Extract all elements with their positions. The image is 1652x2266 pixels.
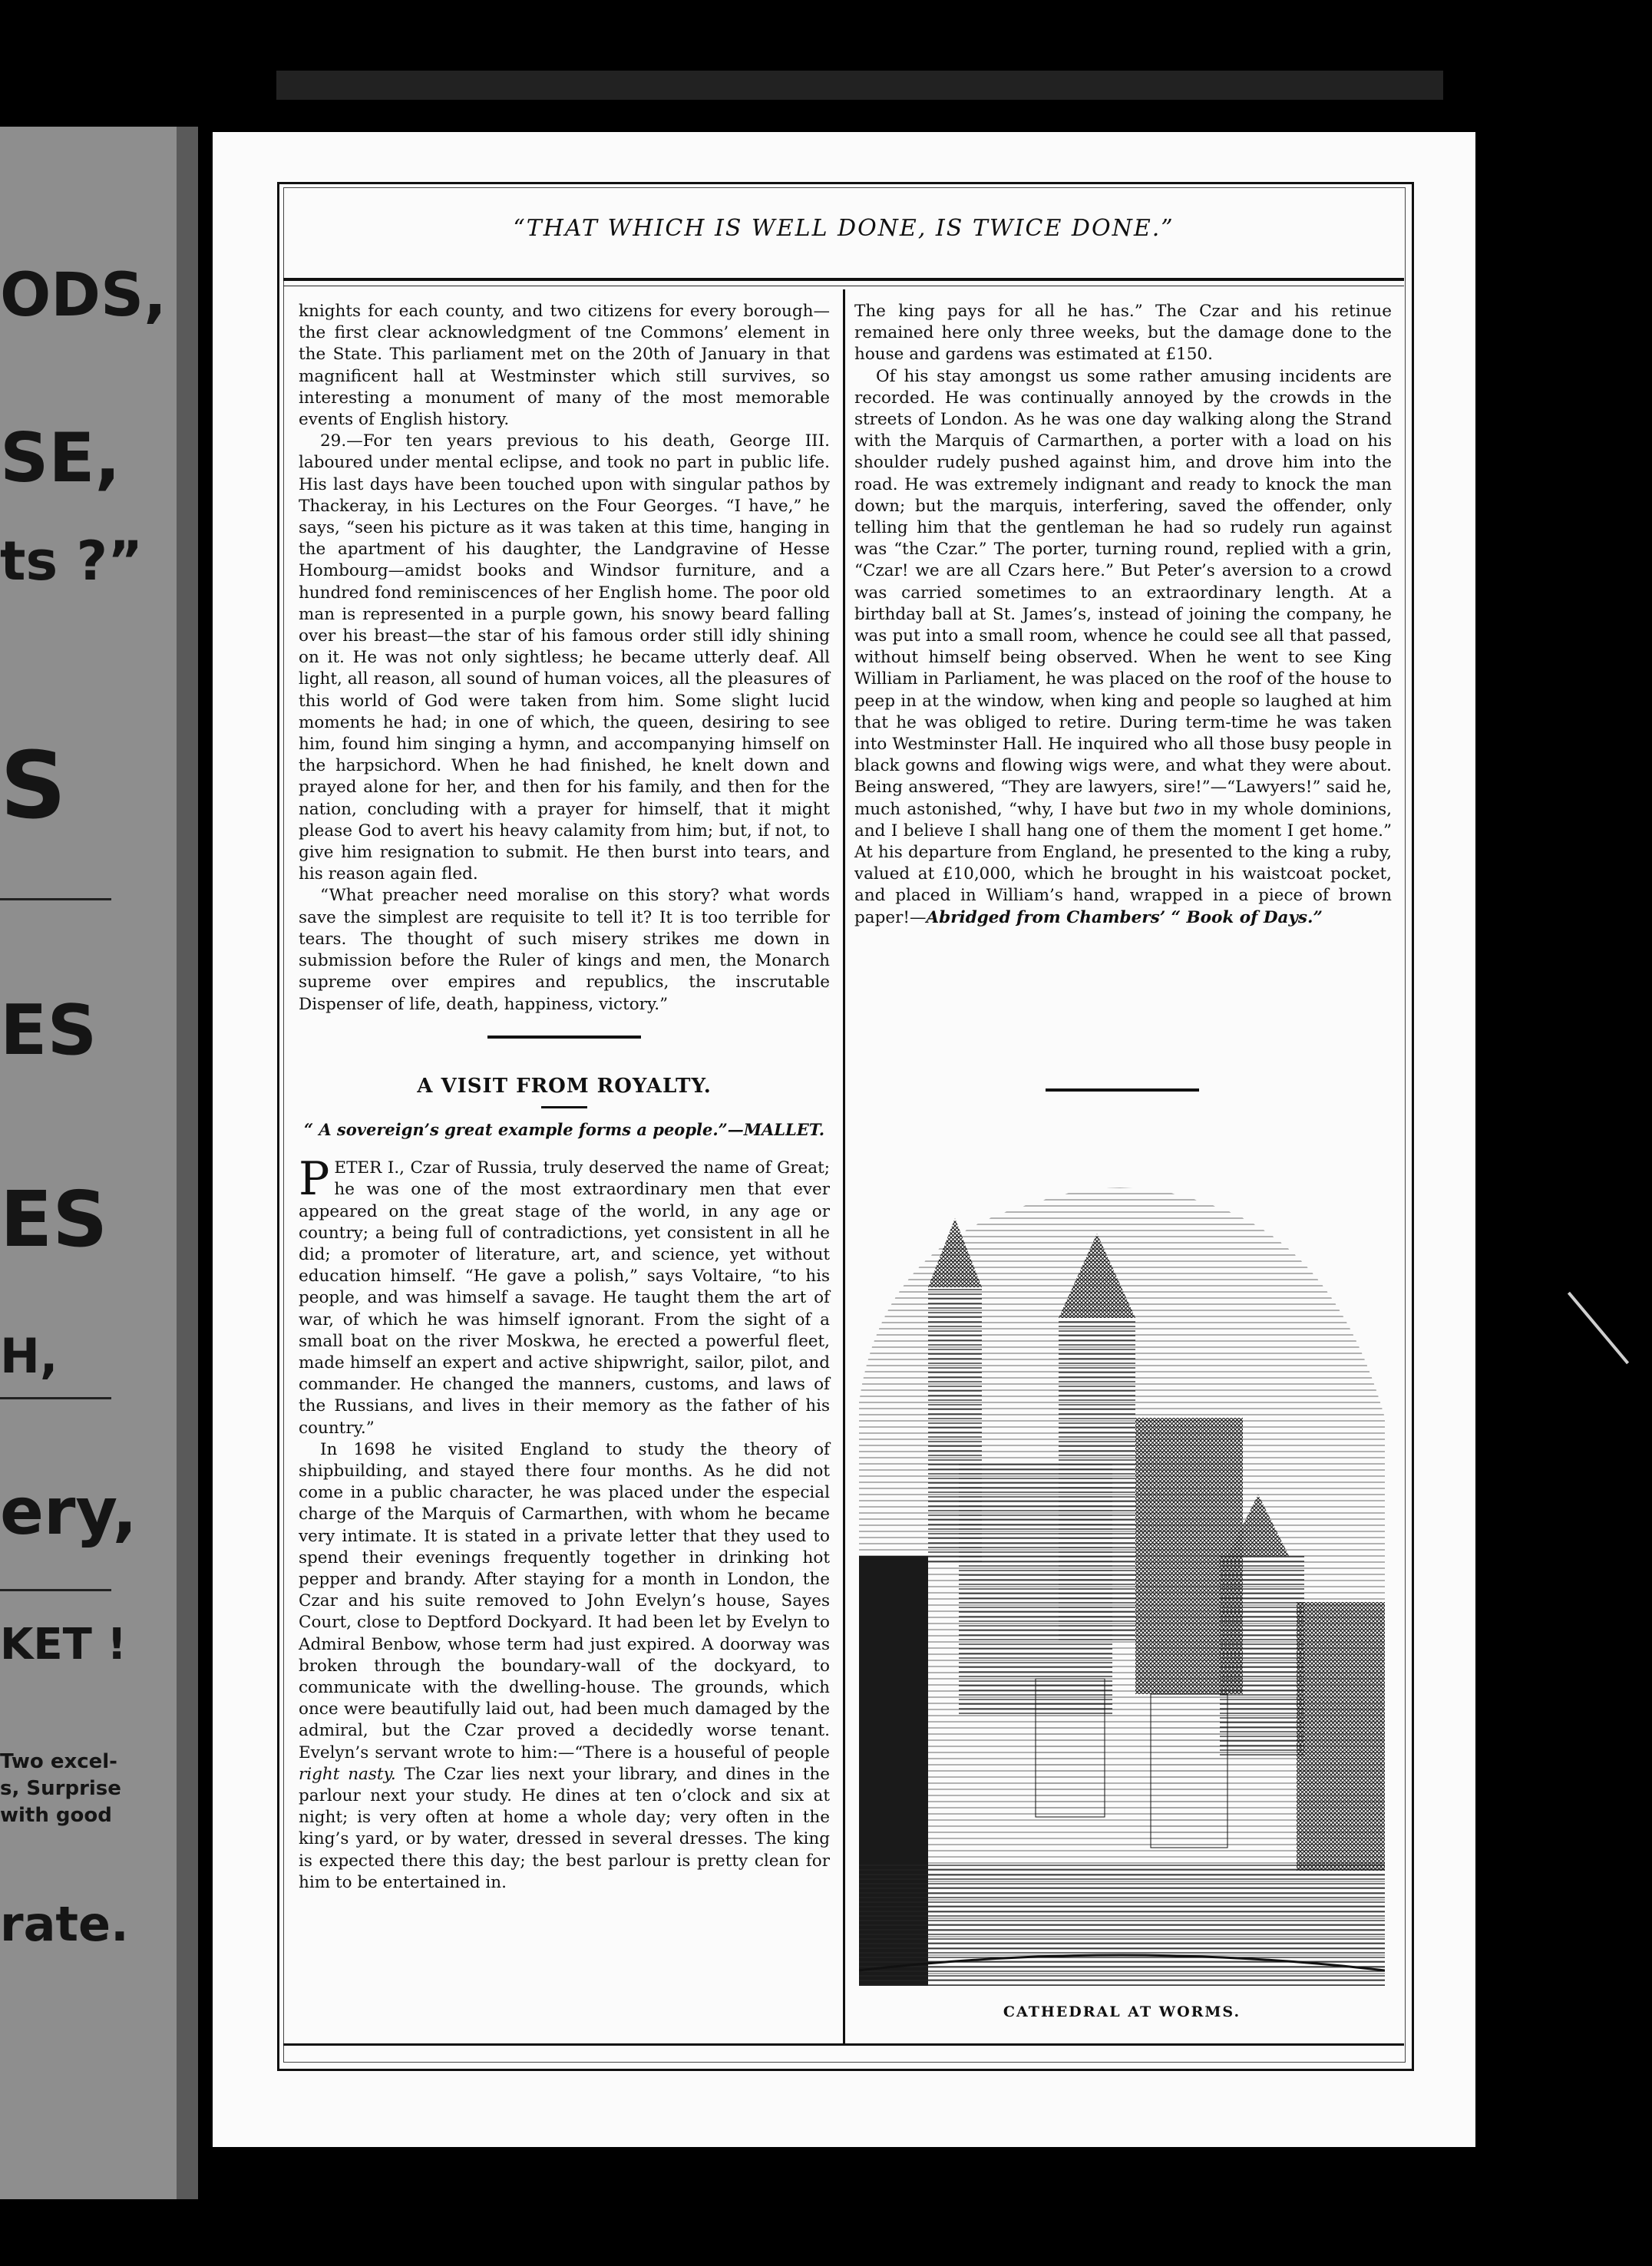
cathedral-engraving	[859, 1172, 1385, 1986]
paragraph	[299, 1439, 830, 1894]
paragraph-text: Of his stay amongst us some rather amusing incidents are recorded. He was continually annoyed by the crowds in the streets of London. As he was one day walking along the Strand with the Marquis of Carmarthen, a porter with a load on his shoulder rudely pushed against him, and drove him into the road. He was extremely indignant and ready to knock the man down; but the marquis, interfering, saved the offender, only telling him that the gentleman he had so rudely run against was “the Czar.” The porter, turning round, replied with a grin, “Czar! we are all Czars here.” But Peter’s aversion to a crowd was carried sometimes to an extraordinary length. At a birthday ball at St. James’s, instead of joining the company, he was put into a small room, whence he could see all that passed, without himself being observed. When he went to see King William in Parliament, he was placed on the roof of the house to peep in at the window, when king and people so laughed at him that he was obliged to retire. During term-time he was taken into Westminster Hall. He inquired who all those busy people in black gowns and flowing wigs were, and what they were about. Being answered, “They are lawyers, sire!”—“Lawyers!” said he, much astonished, “why, I have but	[854, 366, 1392, 819]
page	[213, 132, 1475, 2147]
adjacent-page-fragment: ES	[0, 1174, 108, 1264]
epigraph: “ A sovereign’s great example forms a people.”—MALLET.	[303, 1119, 825, 1139]
running-head-motto: “THAT WHICH IS WELL DONE, IS TWICE DONE.”	[513, 215, 1175, 242]
paragraph: The king pays for all he has.” The Czar and his retinue remained here only three weeks, but the damage done to the house and gardens was estimated at £150.	[854, 302, 1392, 365]
adjacent-page-fragment: ES	[0, 990, 97, 1071]
paragraph-text: ETER I., Czar of Russia, truly deserved the name of Great; he was one of the most extraordinary men that ever appeared on the great stage of the world, in any age or country; a being full of contradictions, yet consistent in all he did; a promoter of literature, art, and science, yet without education himself. “He gave a polish,” says Voltaire, “to his people, and was himself a savage. He taught them the art of war, of which he was himself ignorant. From the sight of a small boat on the river Moskwa, he erected a powerful fleet, made himself an expert and active shipwright, sailor, pilot, and commander. He changed the manners, customs, and laws of the Russians, and lives in their memory as the father of his country.”	[299, 1158, 830, 1438]
adjacent-page-rule	[0, 1589, 111, 1591]
paragraph-text: In 1698 he visited England to study the theory of shipbuilding, and stayed there four months. As he did not come in a public character, he was placed under the especial charge of the Marquis of Carmarthen, with whom he became very intimate. It is stated in a private letter that they used to spend their evenings frequently together in drinking hot pepper and brandy. After staying for a month in London, the Czar and his suite removed to John Evelyn’s house, Sayes Court, close to Deptford Dockyard. It had been let by Evelyn to Admiral Benbow, whose term had just expired. A doorway was broken through the boundary-wall of the dockyard, to communicate with the dwelling-house. The grounds, which once were beautifully laid out, had been much damaged by the admiral, but the Czar proved a decidedly worse tenant. Evelyn’s servant wrote to him:—“There is a houseful of people	[299, 1439, 830, 1762]
column-divider	[843, 289, 845, 2043]
adjacent-page-fragment: ODS,	[0, 261, 167, 330]
adjacent-page-fragment: S	[0, 733, 67, 840]
adjacent-page-rule	[0, 898, 111, 900]
adjacent-page-fragment: with good	[0, 1804, 112, 1827]
italic-phrase: right nasty.	[299, 1764, 396, 1784]
adjacent-page-fragment: H,	[0, 1328, 58, 1384]
adjacent-page-fragment: s, Surprise	[0, 1777, 121, 1800]
paragraph-text: The Czar lies next your library, and dines in the parlour next your study. He dines at ten o’clock and six at night; is very often at home a whole day; very often in the king’s yard, or by water, dressed in several dresses. The king is expected there this day; the best parlour is pretty clean for him to be entertained in.	[299, 1764, 830, 1892]
bottom-rule	[283, 2043, 1404, 2046]
page-gutter-shadow	[177, 127, 198, 2199]
paragraph	[854, 366, 1392, 929]
engraving-caption: CATHEDRAL AT WORMS.	[1003, 2003, 1241, 2020]
adjacent-page-fragment: KET !	[0, 1620, 127, 1670]
adjacent-page-strip	[0, 127, 198, 2199]
left-column	[299, 301, 830, 1894]
adjacent-page-fragment: SE,	[0, 418, 121, 497]
paragraph-text: in my whole dominions, and I believe I shall hang one of them the moment I get home.” At his departure from England, he presented to the king a ruby, valued at £10,000, which he brought in his waistcoat pocket, and placed in William’s hand, wrapped in a piece of brown paper!—	[854, 799, 1392, 927]
right-column	[854, 301, 1392, 929]
article-title: A VISIT FROM ROYALTY.	[417, 1074, 712, 1098]
adjacent-page-fragment: Two excel-	[0, 1750, 117, 1773]
adjacent-page-rule	[0, 1397, 111, 1399]
scan-edge-mark	[1568, 1292, 1629, 1364]
italic-word: two	[1153, 799, 1184, 819]
paragraph	[299, 1152, 830, 1439]
adjacent-page-fragment: ts ?”	[0, 530, 144, 593]
paragraph: 29.—For ten years previous to his death, George III. laboured under mental eclipse, and took no part in public life. His last days have been touched upon with singular pathos by Thackeray, in his Lectures on the Four Georges. “I have,” he says, “seen his picture as it was taken at this time, hanging in the apartment of his daughter, the Landgravine of Hesse Hombourg—amidst books and Windsor furniture, and a hundred fond reminiscences of her English home. The poor old man is represented in a purple gown, his snowy beard falling over his breast—the star of his famous order still idly shining on it. He was not only sightless; he became utterly deaf. All light, all reason, all sound of human voices, all the pleasures of this world of God were taken from him. Some slight lucid moments he had; in one of which, the queen, desiring to see him, found him singing a hymn, and accompanying himself on the harpsichord. When he had finished, he knelt down and prayed alone for her, and then for his family, and then for the nation, concluding with a prayer for himself, that it might please God to avert his heavy calamity from him; but, if not, to give him resignation to submit. He then burst into tears, and his reason again fled.	[299, 431, 830, 884]
paragraph: “What preacher need moralise on this story? what words save the simplest are requisite to tell it? It is too terrible for tears. The thought of such misery strikes me down in submission before the Ruler of kings and men, the Monarch supreme over empires and republics, the inscrutable Dispenser of life, death, happiness, victory.”	[299, 886, 830, 1014]
drop-cap: P	[299, 1152, 330, 1207]
title-rule	[541, 1106, 587, 1108]
top-edge-band	[276, 71, 1443, 100]
adjacent-page-fragment: rate.	[0, 1896, 129, 1952]
adjacent-page-fragment: ery,	[0, 1474, 137, 1549]
header-rule	[283, 278, 1404, 281]
section-separator	[487, 1036, 641, 1039]
section-separator	[1046, 1088, 1199, 1092]
paragraph: knights for each county, and two citizens for every borough—the first clear acknowledgment of tne Commons’ element in the State. This parliament met on the 20th of January in that magnificent hall at Westminster which still survives, so interesting a monument of many of the most memorable events of English history.	[299, 302, 830, 430]
street	[859, 1863, 1385, 1986]
source-citation: Abridged from Chambers’ “ Book of Days.”	[926, 907, 1323, 927]
